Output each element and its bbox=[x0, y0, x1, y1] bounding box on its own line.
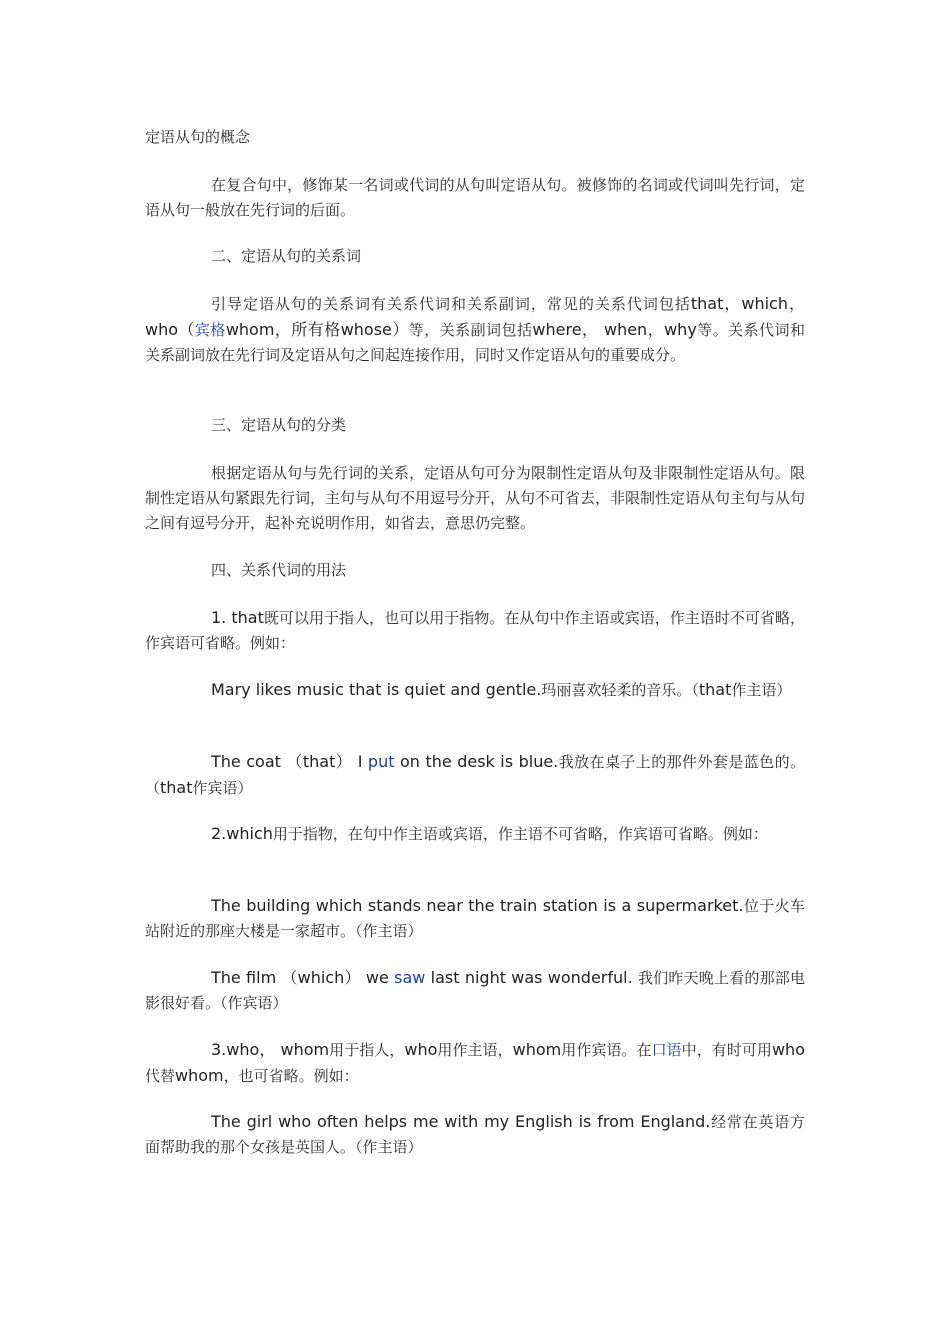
paragraph-that bbox=[145, 605, 805, 656]
link-kouyu[interactable]: 口语 bbox=[651, 1041, 682, 1059]
text-run: 玛丽喜欢轻柔的音乐。（ bbox=[541, 681, 699, 699]
heading-text: 二、定语从句的关系词 bbox=[211, 247, 362, 265]
example-building bbox=[145, 893, 805, 944]
paragraph-who-whom bbox=[145, 1037, 805, 1089]
text-run: 等。关系代词和关系副词放在先行词及定语从句之间起连接作用，同时又作定语从句的重要成分。 bbox=[145, 321, 805, 364]
english-run: last night was wonderful. bbox=[425, 968, 638, 987]
text-run: 引导定语从句的关系词有关系代词和关系副词，常见的关系代词包括 bbox=[211, 295, 691, 313]
heading-classification bbox=[145, 413, 805, 438]
text-run: 经常在英语方面帮助我的那个女孩是英国人。（作主语） bbox=[145, 1113, 805, 1156]
english-run: whom bbox=[512, 1040, 562, 1059]
paragraph-definition bbox=[145, 173, 805, 223]
english-run: The coat （that） I bbox=[211, 752, 368, 771]
text-run: 作宾语） bbox=[192, 779, 253, 797]
title-text: 定语从句的概念 bbox=[145, 128, 251, 146]
english-run: that bbox=[160, 778, 193, 797]
heading-relatives bbox=[145, 244, 805, 269]
english-run: on the desk is blue. bbox=[394, 752, 559, 771]
paragraph-text: 在复合句中，修饰某一名词或代词的从句叫定语从句。被修饰的名词或代词叫先行词，定语从句一般放在先行词的后面。 bbox=[145, 176, 805, 219]
link-binge[interactable]: 宾格 bbox=[194, 321, 226, 339]
english-run: Mary likes music that is quiet and gentle. bbox=[211, 680, 542, 699]
text-run: 我放在桌子上的那件外套是蓝色的。（ bbox=[145, 753, 805, 797]
english-run: 3.who， whom bbox=[211, 1040, 330, 1059]
text-run: 代替 bbox=[145, 1067, 176, 1085]
english-run: who bbox=[404, 1040, 438, 1059]
paragraph-text: 根据定语从句与先行词的关系，定语从句可分为限制性定语从句及非限制性定语从句。限制性定语从句紧跟先行词，主句与从句不用逗号分开，从句不可省去，非限制性定语从句主句与从句之间有逗号分开，起补充说明作用，如省去，意思仍完整。 bbox=[145, 464, 806, 532]
heading-usage bbox=[145, 558, 805, 583]
text-run: 用于指物，在句中作主语或宾语，作主语不可省略，作宾语可省略。例如： bbox=[272, 825, 768, 843]
example-mary bbox=[145, 677, 805, 703]
english-run: whom bbox=[175, 1066, 224, 1085]
english-run: 1. that bbox=[211, 608, 264, 627]
english-run: The film （which） we bbox=[211, 968, 395, 987]
text-run: 用作宾语。在 bbox=[561, 1041, 652, 1059]
text-run: 中，有时可用 bbox=[681, 1041, 772, 1059]
text-run: 位于火车站附近的那座大楼是一家超市。（作主语） bbox=[145, 897, 805, 940]
example-coat bbox=[145, 749, 805, 801]
text-run: 作主语） bbox=[731, 681, 792, 699]
text-run: 我们昨天晚上看的那部电影很好看。（作宾语） bbox=[145, 969, 805, 1012]
example-girl bbox=[145, 1109, 805, 1160]
paragraph-which bbox=[145, 821, 805, 847]
text-run: 用作主语， bbox=[437, 1041, 513, 1059]
english-run: whom，所有格 bbox=[225, 320, 341, 339]
english-run: that，which， who（ bbox=[145, 294, 805, 339]
paragraph-relatives bbox=[145, 291, 805, 368]
english-run: The girl who often helps me with my English is from England. bbox=[211, 1112, 711, 1131]
heading-text: 四、关系代词的用法 bbox=[211, 561, 347, 579]
english-run: where， when，why bbox=[532, 320, 697, 339]
section-title bbox=[145, 125, 805, 150]
english-run: 2.which bbox=[211, 824, 273, 843]
english-run: The building which stands near the train station is a supermarket. bbox=[211, 896, 744, 915]
heading-text: 三、定语从句的分类 bbox=[211, 416, 347, 434]
example-film bbox=[145, 965, 805, 1016]
english-run: whose） bbox=[340, 320, 409, 339]
link-saw[interactable]: saw bbox=[394, 968, 426, 987]
english-run: who bbox=[771, 1040, 805, 1059]
text-run: 等，关系副词包括 bbox=[408, 321, 533, 339]
text-run: 用于指人， bbox=[329, 1041, 405, 1059]
paragraph-classification bbox=[145, 461, 805, 536]
english-run: that bbox=[698, 680, 732, 699]
text-run: 既可以用于指人，也可以用于指物。在从句中作主语或宾语，作主语时不可省略，作宾语可省略。例如： bbox=[145, 609, 805, 652]
link-put[interactable]: put bbox=[367, 752, 395, 771]
text-run: ，也可省略。例如： bbox=[223, 1067, 359, 1085]
